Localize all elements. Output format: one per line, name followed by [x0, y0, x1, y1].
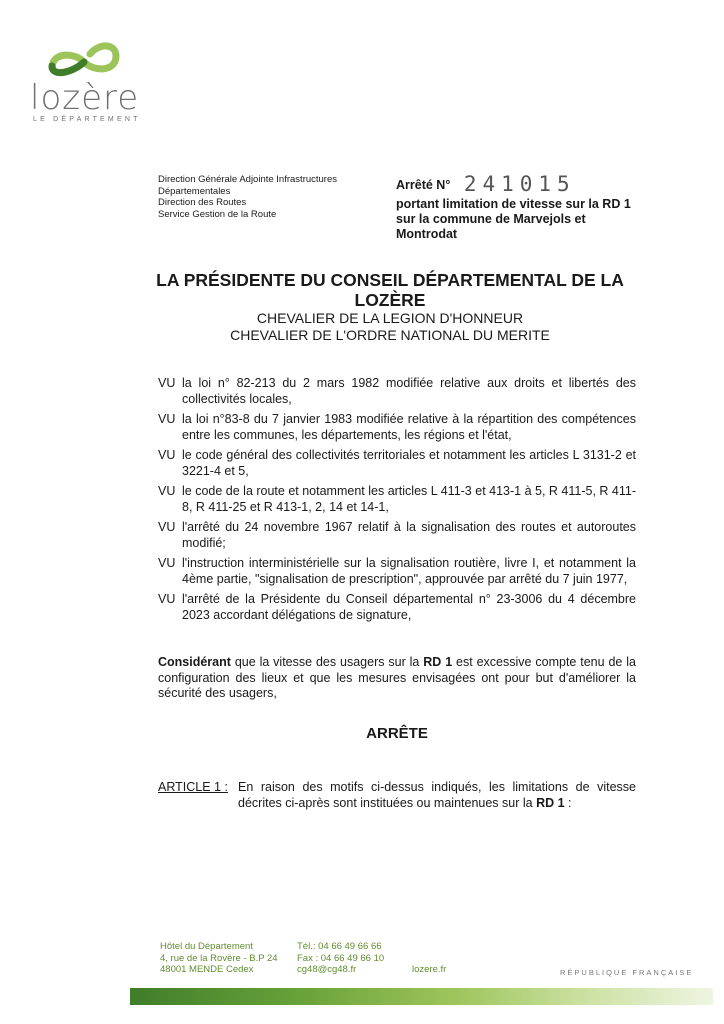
- service-line: Départementales: [158, 185, 231, 197]
- footer-line: 4, rue de la Rovère - B.P 24: [160, 952, 278, 964]
- footer-email[interactable]: cg48@cg48.fr: [297, 964, 357, 975]
- title-subtitle: CHEVALIER DE LA LEGION D'HONNEUR: [256, 310, 524, 326]
- service-line: Service Gestion de la Route: [158, 208, 277, 220]
- service-line: Direction Générale Adjointe Infrastructures: [158, 174, 338, 185]
- footer-website[interactable]: lozere.fr: [412, 964, 447, 975]
- footer-contact: [297, 941, 384, 976]
- vu-text: l'arrêté de la Présidente du Conseil départemental n° 23-3006 du 4 décembre 2023 accordant délégations de signature,: [182, 592, 636, 622]
- footer-address: [160, 941, 278, 976]
- vu-item: [158, 592, 636, 623]
- vu-tag: VU: [158, 556, 176, 570]
- vu-text: la loi n° 82-213 du 2 mars 1982 modifiée relative aux droits et libertés des collectivités locales,: [182, 376, 636, 406]
- vu-item: [158, 448, 636, 479]
- vu-tag: VU: [158, 484, 176, 498]
- vu-text: l'arrêté du 24 novembre 1967 relatif à la signalisation des routes et autoroutes modifié;: [182, 520, 636, 550]
- title-block: [150, 270, 630, 344]
- considerant-paragraph: [158, 655, 636, 702]
- vu-item: [158, 412, 636, 443]
- lozere-logo: [30, 38, 150, 128]
- vu-list: [158, 376, 636, 628]
- service-line: Direction des Routes: [158, 197, 247, 208]
- footer-line: Tél.: 04 66 49 66 66: [297, 941, 382, 952]
- logo-wordmark: lozère: [30, 78, 140, 118]
- considerant-lead: Considérant: [158, 655, 231, 669]
- footer-line: Hôtel du Département: [160, 941, 253, 952]
- service-block: [158, 174, 368, 220]
- vu-tag: VU: [158, 412, 176, 426]
- vu-text: l'instruction interministérielle sur la signalisation routière, livre I, et notamment la 4ème partie, "signalisation de prescription", approuvée par arrêté du 7 juin 1977,: [182, 556, 636, 586]
- logo-subtitle: LE DÉPARTEMENT: [33, 116, 141, 123]
- vu-item: [158, 520, 636, 551]
- vu-tag: VU: [158, 520, 176, 534]
- vu-tag: VU: [158, 592, 176, 606]
- footer-line: Fax : 04 66 49 66 10: [297, 952, 385, 964]
- footer-line: 48001 MENDE Cedex: [160, 964, 254, 975]
- vu-item: [158, 484, 636, 515]
- vu-text: le code général des collectivités territoriales et notamment les articles L 3131-2 et 3221-4 et 5,: [182, 448, 636, 478]
- arrete-number-line: [396, 172, 576, 196]
- road-reference: RD 1: [536, 795, 565, 810]
- vu-tag: VU: [158, 376, 176, 390]
- article-1: [158, 780, 636, 811]
- republique-francaise: RÉPUBLIQUE FRANÇAISE: [560, 968, 694, 977]
- arrete-number: 241015: [463, 172, 576, 196]
- article-text: [238, 780, 636, 811]
- title-subtitle: CHEVALIER DE L'ORDRE NATIONAL DU MERITE: [230, 327, 550, 343]
- article-label: ARTICLE 1 :: [158, 780, 228, 794]
- vu-tag: VU: [158, 448, 176, 462]
- arrete-heading: ARRÊTE: [366, 725, 428, 742]
- road-reference: RD 1: [423, 655, 453, 669]
- article-end: :: [564, 795, 572, 810]
- article-body: En raison des motifs ci-dessus indiqués, les limitations de vitesse décrites ci-après sont instituées ou maintenues sur la: [238, 780, 636, 810]
- vu-text: le code de la route et notamment les articles L 411-3 et 413-1 à 5, R 411-5, R 411-8, R 411-25 et R 413-1, 2, 14 et 14-1,: [182, 484, 636, 514]
- considerant-text: que la vitesse des usagers sur la: [230, 655, 424, 669]
- arrete-label: Arrêté N°: [396, 178, 451, 192]
- page-title: LA PRÉSIDENTE DU CONSEIL DÉPARTEMENTAL DE LA LOZÈRE: [156, 270, 624, 310]
- vu-text: la loi n°83-8 du 7 janvier 1983 modifiée relative à la répartition des compétences entre les communes, les départements, les régions et l'état,: [182, 412, 636, 442]
- vu-item: [158, 556, 636, 587]
- arrete-subject: portant limitation de vitesse sur la RD 1 sur la commune de Marvejols et Montrodat: [396, 197, 631, 241]
- vu-item: [158, 376, 636, 407]
- considerant-text: est excessive compte tenu de la configuration des lieux et que les mesures envisagées ont pour but d'améliorer la sécurité des usagers,: [158, 655, 636, 700]
- footer-color-band: [130, 988, 713, 1005]
- infinity-logo-icon: [44, 38, 124, 82]
